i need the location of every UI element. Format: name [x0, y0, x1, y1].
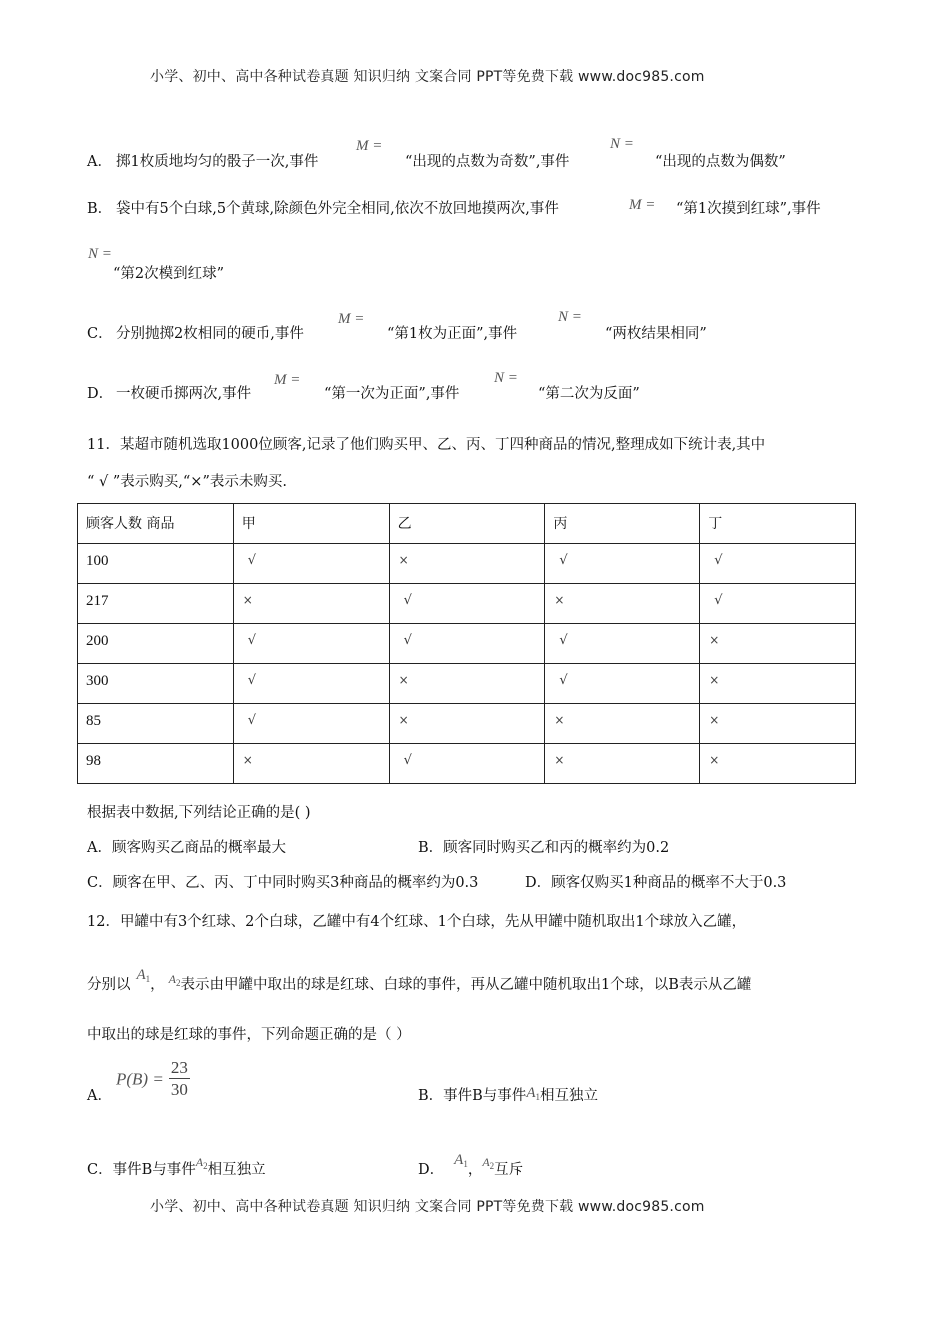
header-cell: 顾客人数 商品	[78, 504, 234, 544]
option-text: 袋中有5个白球,5个黄球,除颜色外完全相同,依次不放回地摸两次,事件	[116, 201, 559, 217]
option-text: 事件B与事件	[112, 1162, 196, 1178]
separator: ，	[467, 1162, 483, 1178]
count-cell: 217	[78, 584, 234, 624]
option-text: 互斥	[494, 1162, 524, 1178]
q12-stem-line3: 中取出的球是红球的事件，下列命题正确的是（ ）	[87, 1027, 411, 1043]
q12-option-c	[87, 1155, 266, 1184]
option-text: “第二次为反面”	[538, 386, 640, 402]
statistics-table	[77, 503, 856, 784]
math-a1	[526, 1085, 540, 1101]
mark-cell: √	[545, 544, 700, 584]
option-label: D．	[87, 386, 114, 402]
mark-cell: √	[233, 664, 389, 704]
math-m: M =	[629, 197, 656, 213]
subscript: 1	[145, 974, 151, 984]
q11-option-c: C．顾客在甲、乙、丙、丁中同时购买3种商品的概率约为0.3	[87, 875, 479, 891]
mark-cell: √	[389, 624, 545, 664]
option-text: “第一次为正面”,事件	[324, 386, 460, 402]
option-text: “第1枚为正面”,事件	[387, 326, 518, 342]
q11-question: 根据表中数据,下列结论正确的是( )	[87, 805, 311, 821]
count-cell: 200	[78, 624, 234, 664]
q12-option-d	[418, 1152, 524, 1184]
count-cell: 100	[78, 544, 234, 584]
q11-option-b: B．顾客同时购买乙和丙的概率约为0.2	[418, 840, 670, 856]
table-row	[78, 664, 856, 704]
math-m: M =	[338, 311, 365, 327]
q11-option-a: A．顾客购买乙商品的概率最大	[87, 840, 286, 856]
option-text: 相互独立	[539, 1088, 598, 1104]
symbol-a: A	[136, 967, 146, 983]
subscript: 2	[176, 978, 181, 988]
mark-cell: ×	[545, 584, 700, 624]
header-cell: 甲	[233, 504, 389, 544]
subscript: 2	[489, 1161, 495, 1171]
math-m: M =	[356, 138, 383, 154]
table-row	[78, 704, 856, 744]
math-n: N =	[558, 309, 582, 325]
symbol-a: A	[454, 1152, 464, 1168]
q12-stem-line2	[87, 967, 752, 999]
stem-text: 分别以	[87, 977, 131, 993]
count-cell: 85	[78, 704, 234, 744]
math-n: N =	[494, 370, 518, 386]
option-text: “两枚结果相同”	[605, 326, 707, 342]
option-text: 掷1枚质地均匀的骰子一次,事件	[116, 154, 319, 170]
table-header-row	[78, 504, 856, 544]
mark-cell: ×	[700, 624, 856, 664]
math-a2	[482, 1155, 494, 1169]
table-row	[78, 544, 856, 584]
math-m: M =	[274, 372, 301, 388]
fraction	[169, 1058, 190, 1101]
page-header: 小学、初中、高中各种试卷真题 知识归纳 文案合同 PPT等免费下载 www.doc985.com	[150, 69, 705, 85]
table-row	[78, 624, 856, 664]
option-text: “第1次摸到红球”,事件	[676, 201, 821, 217]
option-label: D．	[418, 1162, 445, 1178]
q12-stem-line1: 12．甲罐中有3个红球、2个白球，乙罐中有4个红球、1个白球，先从甲罐中随机取出1个球放入乙罐，	[87, 914, 747, 930]
q11-option-d: D．顾客仅购买1种商品的概率不大于0.3	[525, 875, 787, 891]
mark-cell: ×	[700, 704, 856, 744]
mark-cell: √	[233, 704, 389, 744]
header-cell: 丁	[700, 504, 856, 544]
mark-cell: ×	[545, 704, 700, 744]
table-row	[78, 584, 856, 624]
mark-cell: √	[700, 544, 856, 584]
count-cell: 300	[78, 664, 234, 704]
subscript: 1	[463, 1159, 468, 1169]
subscript: 1	[535, 1092, 540, 1102]
mark-cell: √	[700, 584, 856, 624]
math-a2	[169, 972, 181, 986]
mark-cell: ×	[389, 704, 545, 744]
numerator: 23	[170, 1058, 188, 1077]
separator: ，	[150, 977, 165, 993]
mark-cell: √	[545, 664, 700, 704]
denominator: 30	[170, 1080, 188, 1099]
math-a2	[196, 1155, 208, 1169]
header-cell: 乙	[389, 504, 545, 544]
probability-lhs: P(B) =	[116, 1069, 164, 1089]
mark-cell: √	[233, 624, 389, 664]
option-label: C．	[87, 1162, 113, 1178]
table-row	[78, 744, 856, 784]
mark-cell: √	[545, 624, 700, 664]
q11-stem-line2: “ √ ”表示购买,“×”表示未购买.	[87, 474, 287, 490]
mark-cell: √	[233, 544, 389, 584]
mark-cell: √	[389, 584, 545, 624]
math-n: N =	[88, 246, 112, 262]
option-text: 分别抛掷2枚相同的硬币,事件	[116, 326, 304, 342]
mark-cell: √	[389, 744, 545, 784]
q12-option-a-label: A．	[87, 1088, 112, 1104]
option-text: 一枚硬币掷两次,事件	[116, 386, 252, 402]
option-label: C．	[87, 326, 113, 342]
mark-cell: ×	[700, 664, 856, 704]
page-footer: 小学、初中、高中各种试卷真题 知识归纳 文案合同 PPT等免费下载 www.doc985.com	[150, 1199, 705, 1215]
header-cell: 丙	[545, 504, 700, 544]
mark-cell: ×	[233, 584, 389, 624]
q11-stem-line1: 11．某超市随机选取1000位顾客,记录了他们购买甲、乙、丙、丁四种商品的情况,整理成如下统计表,其中	[87, 437, 766, 453]
symbol-a: A	[526, 1085, 536, 1101]
stem-text: 表示由甲罐中取出的球是红球、白球的事件，再从乙罐中随机取出1个球，以B表示从乙罐	[180, 977, 752, 993]
option-text: “出现的点数为偶数”	[655, 154, 786, 170]
count-cell: 98	[78, 744, 234, 784]
mark-cell: ×	[389, 544, 545, 584]
math-a1	[454, 1152, 468, 1168]
q12-option-b	[418, 1086, 598, 1110]
option-text: “出现的点数为奇数”,事件	[405, 154, 570, 170]
option-label: B．	[418, 1088, 444, 1104]
option-text: 相互独立	[207, 1162, 266, 1178]
math-n: N =	[610, 136, 634, 152]
mark-cell: ×	[700, 744, 856, 784]
option-text: 事件B与事件	[443, 1088, 527, 1104]
symbol-a: A	[195, 1155, 204, 1169]
option-text: “第2次模到红球”	[113, 266, 225, 282]
symbol-a: A	[482, 1155, 490, 1169]
subscript: 2	[203, 1161, 208, 1171]
math-a1	[137, 967, 151, 983]
mark-cell: ×	[545, 744, 700, 784]
symbol-a: A	[168, 972, 177, 986]
mark-cell: ×	[389, 664, 545, 704]
option-label: A．	[87, 154, 112, 170]
mark-cell: ×	[233, 744, 389, 784]
option-label: B．	[87, 201, 113, 217]
q12-option-a-formula	[116, 1058, 190, 1101]
